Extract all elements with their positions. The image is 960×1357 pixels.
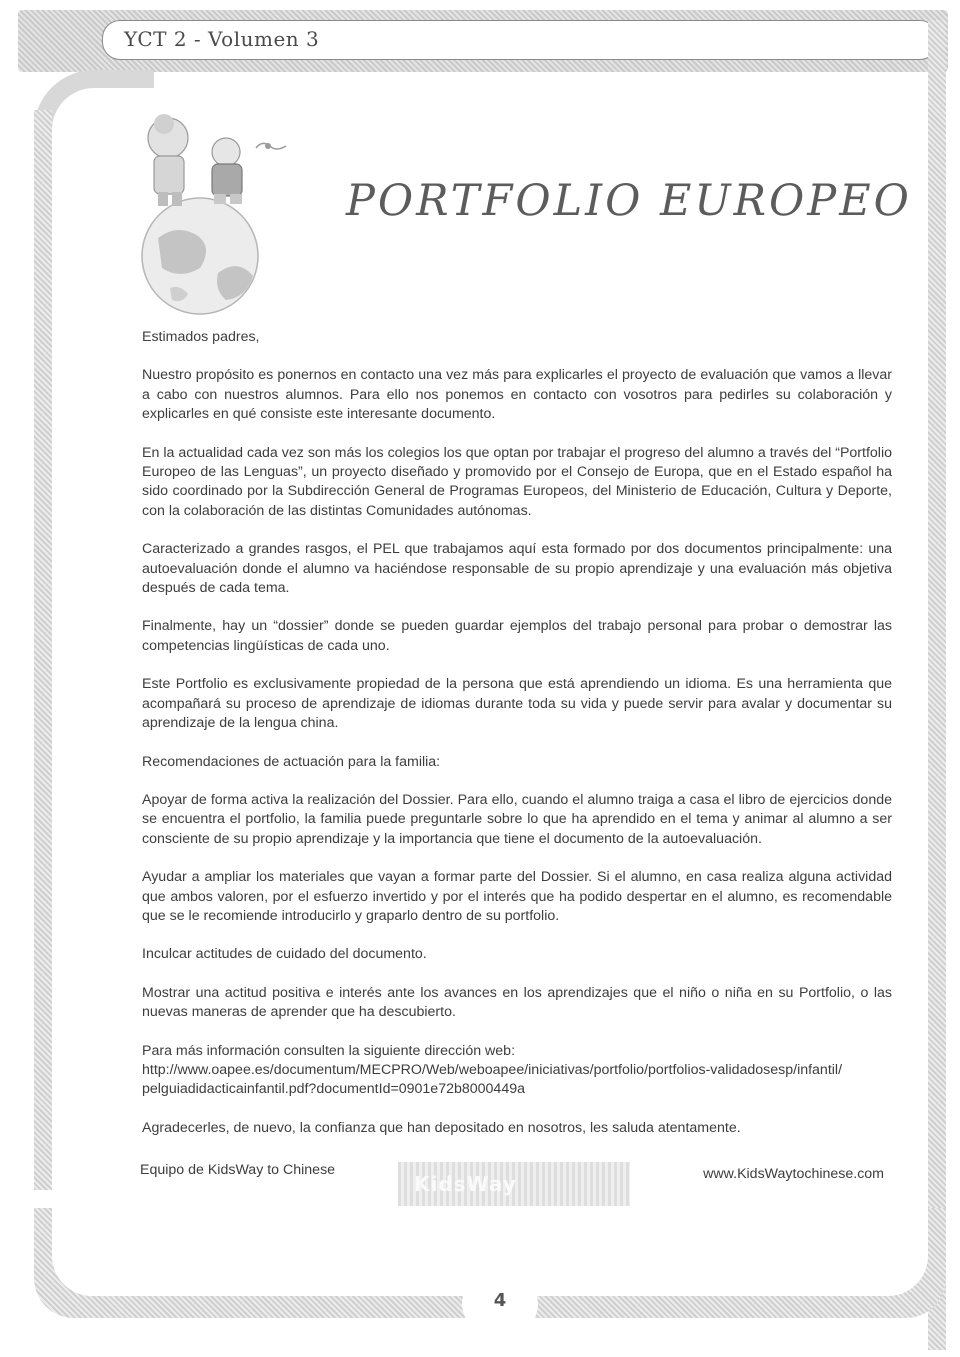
logo-text: KidsWay [414, 1172, 517, 1196]
paragraph-purpose: Nuestro propósito es ponernos en contacto una vez más para explicarles el proyecto de evaluación que vamos a llevar a cabo con nuestros alumnos. Para ello nos ponemos en contacto con vosotros para pedirles su colaboración y explicarles en qué consiste este interesante documento. [142, 367, 892, 423]
paragraph-support: Apoyar de forma activa la realización del Dossier. Para ello, cuando el alumno traiga a casa el libro de ejercicios donde se encuentra el portfolio, la familia puede preguntarle sobre lo que ha aprendido en el tema y animar al alumno a ser consciente de su propio aprendizaje y la importancia que tiene el documento de la autoevaluación. [142, 791, 892, 847]
kidsway-logo [398, 1162, 630, 1206]
paragraph-ownership: Este Portfolio es exclusivamente propiedad de la persona que está aprendiendo un idioma. Es una herramienta que acompañará su proceso de aprendizaje de idiomas durante toda su vida y puede servir para avalar y documentar su aprendizaje de la lengua china. [142, 676, 892, 732]
more-info-url-line2[interactable]: pelguiadidacticainfantil.pdf?documentId=0901e72b8000449a [142, 1081, 525, 1098]
paragraph-care: Inculcar actitudes de cuidado del documento. [142, 946, 427, 963]
paragraph-context: En la actualidad cada vez son más los colegios los que optan por trabajar el progreso del alumno a través del “Portfolio Europeo de las Lenguas”, un proyecto diseñado y promovido por el Consejo de Europa, que en el Estado español ha sido coordinado por la Subdirección General de Programas Europeos, del Ministerio de Educación, Cultura y Deporte, con la colaboración de las distintas Comunidades autónomas. [142, 444, 892, 519]
more-info-label: Para más información consulten la siguiente dirección web: [142, 1042, 516, 1059]
paragraph-expand: Ayudar a ampliar los materiales que vayan a formar parte del Dossier. Si el alumno, en casa realiza alguna actividad que ambos valoren, por el esfuerzo invertido y por el interés que ha podido despertar en el alumno, es recomendable que se le recomiende introducirlo y graparlo dentro de su portfolio. [142, 869, 892, 924]
header-title: YCT 2 - Volumen 3 [124, 27, 320, 51]
closing: Agradecerles, de nuevo, la confianza que han depositado en nosotros, les saluda atentamente. [142, 1119, 741, 1136]
paragraph-pel: Caracterizado a grandes rasgos, el PEL que trabajamos aquí esta formado por dos documentos principalmente: una autoevaluación donde el alumno va haciéndose responsable de su propio aprendizaje y una evaluación más objetiva después de cada tema. [142, 541, 892, 597]
website-link[interactable]: www.KidsWaytochinese.com [703, 1166, 884, 1182]
paragraph-attitude: Mostrar una actitud positiva e interés ante los avances en los aprendizajes que el niño o niña en su Portfolio, o las nuevas maneras de aprender que ha descubierto. [142, 984, 892, 1021]
frame-left-rail [34, 110, 52, 1190]
paragraph-recommendations-heading: Recomendaciones de actuación para la familia: [142, 753, 441, 770]
page-number: 4 [493, 1290, 507, 1311]
letter-body [142, 328, 892, 1157]
frame-right-rail [928, 20, 946, 1350]
more-info-block [142, 1042, 892, 1100]
paragraph-dossier: Finalmente, hay un “dossier” donde se pueden guardar ejemplos del trabajo personal para probar o demostrar las competencias lingüísticas de cada uno. [142, 618, 892, 654]
signature-row [140, 1162, 884, 1202]
team-signature: Equipo de KidsWay to Chinese [140, 1162, 336, 1178]
greeting: Estimados padres, [142, 329, 260, 345]
more-info-url-line1[interactable]: http://www.oapee.es/documentum/MECPRO/Web/weboapee/iniciativas/portfolio/portfolios-validadosesp/infantil/ [142, 1061, 843, 1078]
children-on-globe-illustration [118, 108, 298, 318]
page-title: PORTFOLIO EUROPEO [346, 176, 912, 226]
